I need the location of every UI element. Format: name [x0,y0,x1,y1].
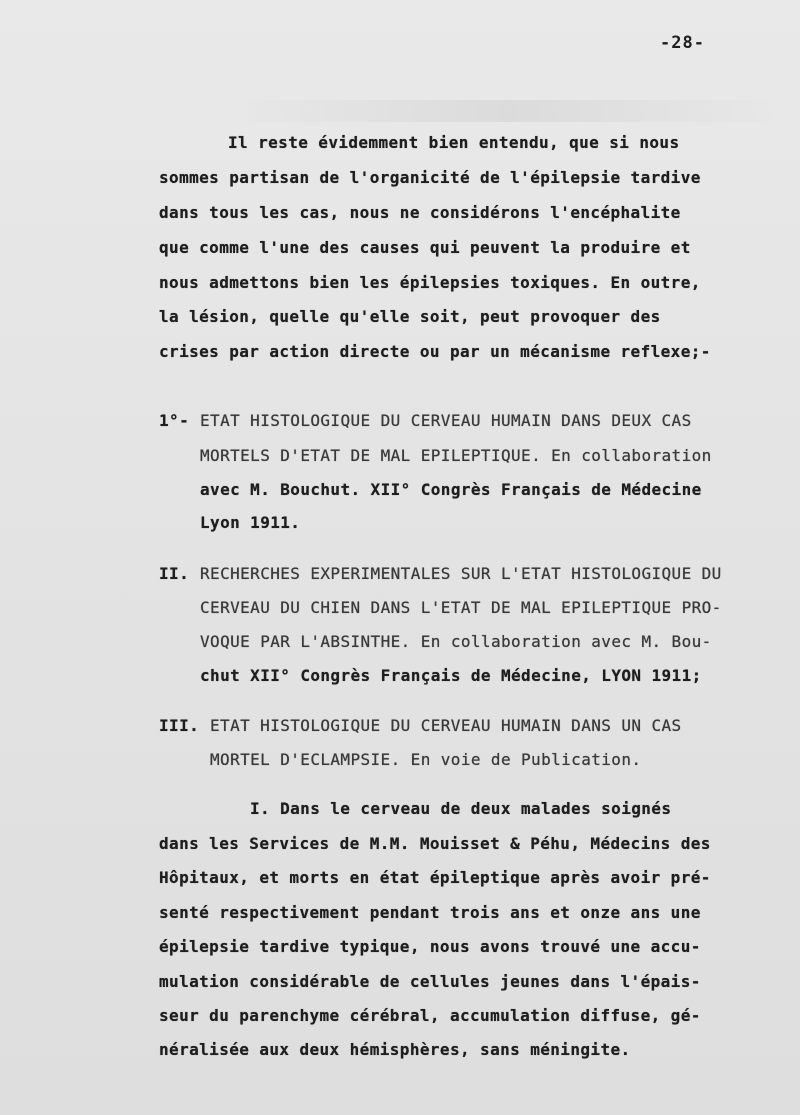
text-line: senté respectivement pendant trois ans et onze ans une [159,903,701,922]
page-number: -28- [660,33,705,53]
publication-title-line: ETAT HISTOLOGIQUE DU CERVEAU HUMAIN DANS UN CAS [210,716,682,735]
publication-detail-line: chut XII° Congrès Français de Médecine, LYON 1911; [200,666,702,685]
bleed-through-shadow [232,100,782,122]
publication-number: II. [159,564,190,583]
publication-title-line: MORTELS D'ETAT DE MAL EPILEPTIQUE. En collaboration [200,446,712,465]
text-line: Hôpitaux, et morts en état épileptique après avoir pré- [159,868,711,887]
text-line: I. Dans le cerveau de deux malades soignés [250,799,672,818]
text-line: seur du parenchyme cérébral, accumulation diffuse, gé- [159,1006,701,1025]
publication-title-line: RECHERCHES EXPERIMENTALES SUR L'ETAT HISTOLOGIQUE DU [200,564,722,583]
text-line: la lésion, quelle qu'elle soit, peut provoquer des [159,307,661,326]
publication-title-line: CERVEAU DU CHIEN DANS L'ETAT DE MAL EPILEPTIQUE PRO- [200,598,722,617]
publication-title-line: MORTEL D'ECLAMPSIE. En voie de Publication. [210,750,642,769]
text-line: épilepsie tardive typique, nous avons trouvé une accu- [159,937,701,956]
publication-number: 1°- [159,411,190,430]
publication-number: III. [159,716,200,735]
publication-detail-line: avec M. Bouchut. XII° Congrès Français de Médecine [200,480,702,499]
text-line: mulation considérable de cellules jeunes dans l'épais- [159,972,701,991]
text-line: dans les Services de M.M. Mouisset & Péhu, Médecins des [159,834,711,853]
text-line: sommes partisan de l'organicité de l'épilepsie tardive [159,168,701,187]
text-line: que comme l'une des causes qui peuvent la produire et [159,238,691,257]
text-line: nous admettons bien les épilepsies toxiques. En outre, [159,273,701,292]
text-line: néralisée aux deux hémisphères, sans méningite. [159,1040,631,1059]
publication-title-line: ETAT HISTOLOGIQUE DU CERVEAU HUMAIN DANS DEUX CAS [200,411,692,430]
text-line: crises par action directe ou par un mécanisme reflexe;- [159,342,711,361]
text-line: Il reste évidemment bien entendu, que si nous [228,133,680,152]
publication-detail-line: Lyon 1911. [200,513,301,532]
text-line: dans tous les cas, nous ne considérons l'encéphalite [159,203,681,222]
publication-title-line: VOQUE PAR L'ABSINTHE. En collaboration avec M. Bou- [200,632,712,651]
